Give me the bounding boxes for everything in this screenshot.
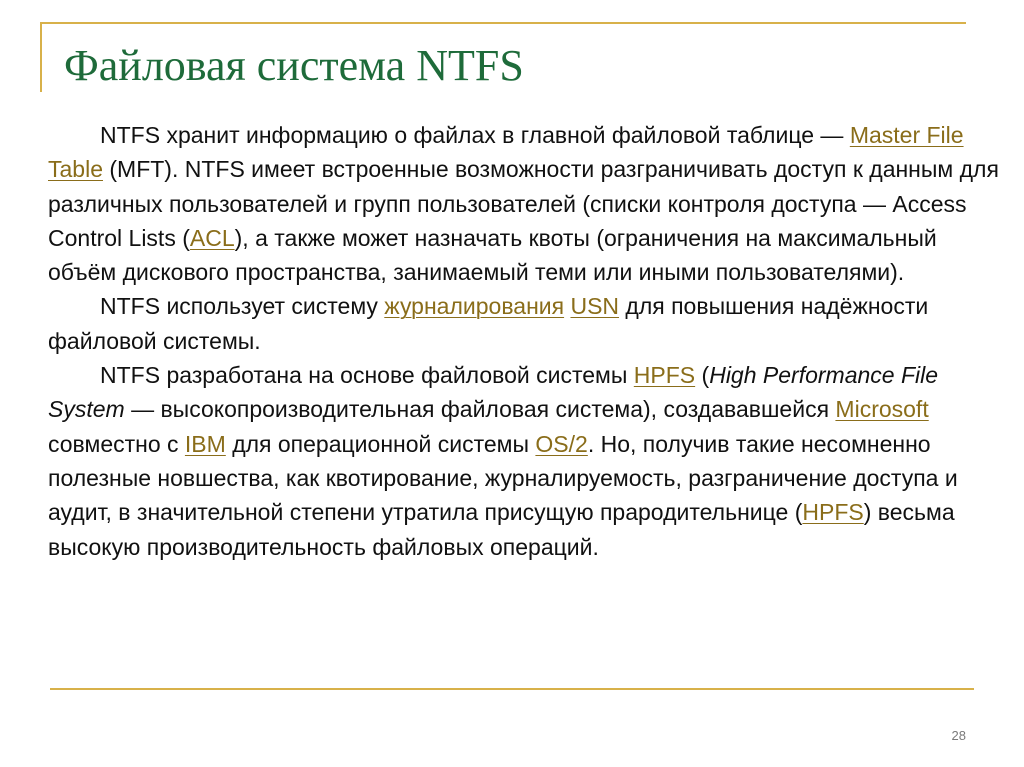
- text-run: NTFS хранит информацию о файлах в главной файловой таблице —: [100, 122, 850, 148]
- text-run: совместно с: [48, 430, 185, 457]
- link-hpfs[interactable]: HPFS: [633, 362, 696, 389]
- left-border-line: [40, 22, 42, 92]
- page-number: 28: [951, 728, 966, 743]
- text-run: ) весьма высокую производительность файловых операций.: [48, 499, 955, 560]
- link-microsoft[interactable]: Microsoft: [835, 396, 929, 423]
- slide-title: Файловая система NTFS: [64, 41, 524, 90]
- text-run: для операционной системы: [225, 430, 536, 457]
- text-run: ), а также может назначать квоты (ограничения на максимальный объём дискового пространства, занимаемый теми или иными пользователями).: [48, 224, 937, 286]
- link-hpfs[interactable]: HPFS: [802, 499, 864, 526]
- paragraph-1: [48, 118, 1003, 289]
- text-run: . Но, получив такие несомненно полезные новшества, как квотирование, журналируемость, разграничение доступа и аудит, в значительной степени утратила присущую прародительнице (: [48, 430, 958, 526]
- link-журналирования[interactable]: журналирования: [384, 293, 565, 320]
- link-os-2[interactable]: OS/2: [535, 430, 588, 457]
- italic-text: High Performance File System: [48, 362, 939, 423]
- text-run: NTFS использует систему: [100, 293, 385, 320]
- top-border-line: [40, 22, 966, 24]
- text-run: — высокопроизводительная файловая система), создававшейся: [124, 396, 836, 423]
- text-run: для повышения надёжности файловой системы.: [48, 293, 929, 354]
- text-run: (: [695, 362, 710, 389]
- text-run: (MFT). NTFS имеет встроенные возможности разграничивать доступ к данным для различных пользователей и групп пользователей (списки контроля доступа — Access Control Lists (: [48, 156, 999, 251]
- link-acl[interactable]: ACL: [189, 224, 235, 251]
- paragraph-3: [48, 358, 1003, 564]
- link-usn[interactable]: USN: [570, 293, 620, 320]
- paragraph-2: [48, 289, 1003, 358]
- text-run: NTFS разработана на основе файловой системы: [100, 362, 634, 389]
- slide-body: [48, 118, 1003, 564]
- bottom-rule: [50, 688, 974, 690]
- link-master-file-table[interactable]: Master File Table: [48, 122, 964, 183]
- link-ibm[interactable]: IBM: [184, 430, 226, 457]
